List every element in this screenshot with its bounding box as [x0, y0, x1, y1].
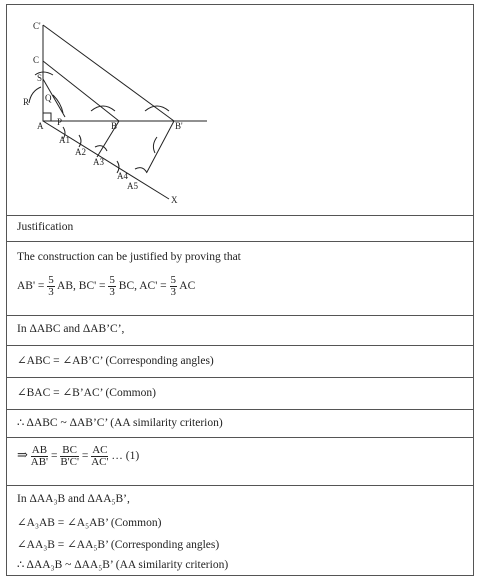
eq1-part3: BC, AC' =: [118, 280, 167, 293]
divider-3: [7, 315, 473, 316]
similarity-statement-1: ∴ ΔABC ~ ΔAB’C’ (AA similarity criterion): [17, 417, 223, 429]
fraction-5-3-b: $\frac{5}{3}$: [109, 274, 115, 298]
divider-5: [7, 377, 473, 378]
label-a2: A2: [75, 147, 86, 157]
label-a1: A1: [59, 135, 70, 145]
angle-statement-2: ∠BAC = ∠B’AC’ (Common): [17, 387, 156, 399]
divider-2: [7, 241, 473, 242]
content-frame: [6, 4, 474, 576]
divider-4: [7, 345, 473, 346]
right-angle-mark: [43, 113, 51, 121]
label-c-prime: C': [33, 21, 41, 31]
fraction-5-3-a: $\frac{5}{3}$: [48, 274, 54, 298]
label-p: P: [57, 117, 63, 127]
fraction-ab: $\frac{AB}{AB'}$: [30, 444, 49, 468]
label-b-prime: B': [175, 121, 183, 131]
ratio-equation: [17, 275, 195, 298]
eq1-part1: AB' =: [17, 280, 45, 293]
similarity-statement-2: ∴ ΔAA₃B ~ ΔAA₅B’ (AA similarity criterion): [17, 559, 229, 571]
angle-statement-1: ∠ABC = ∠AB’C’ (Corresponding angles): [17, 355, 214, 367]
line-cb: [43, 61, 119, 121]
label-q: Q: [45, 93, 52, 103]
fraction-bc: $\frac{BC}{B'C'}$: [60, 444, 79, 468]
label-x: X: [171, 195, 178, 205]
eq1-part2: AB, BC' =: [57, 280, 106, 293]
divider-7: [7, 437, 473, 438]
ratio-equality: ⇒ $\frac{AB}{AB'}$ = $\frac{BC}{B'C'}$ = $\frac{AC}{AC'}$ … (1): [17, 444, 140, 468]
equation-number: … (1): [111, 450, 140, 463]
divider-8: [7, 485, 473, 486]
label-s: S: [37, 73, 43, 83]
justification-heading: Justification: [17, 221, 74, 233]
label-a3: A3: [93, 157, 104, 167]
construction-figure: [7, 5, 473, 215]
angle-statement-4: ∠AA₃B = ∠AA₅B’ (Corresponding angles): [17, 539, 220, 551]
label-a: A: [37, 121, 44, 131]
fraction-ac: $\frac{AC}{AC'}$: [91, 444, 109, 468]
label-a4: A4: [117, 171, 128, 181]
implies-arrow: ⇒: [17, 447, 28, 463]
label-r: R: [23, 97, 30, 107]
eq1-part4: AC: [179, 280, 196, 293]
fraction-5-3-c: $\frac{5}{3}$: [170, 274, 177, 298]
divider-6: [7, 409, 473, 410]
label-a5: A5: [127, 181, 138, 191]
label-b: B: [111, 121, 118, 131]
line-a5b-prime: [147, 121, 174, 172]
intro-text: The construction can be justified by proving that: [17, 251, 241, 263]
angle-statement-3: ∠A₃AB = ∠A₅AB’ (Common): [17, 517, 162, 529]
in-triangles-1: In ΔABC and ΔAB’C’,: [17, 323, 125, 335]
in-triangles-2: In ΔAA₃B and ΔAA₅B’,: [17, 493, 130, 505]
ray-ax: [43, 121, 169, 199]
label-c: C: [33, 55, 40, 65]
divider-1: [7, 215, 473, 216]
